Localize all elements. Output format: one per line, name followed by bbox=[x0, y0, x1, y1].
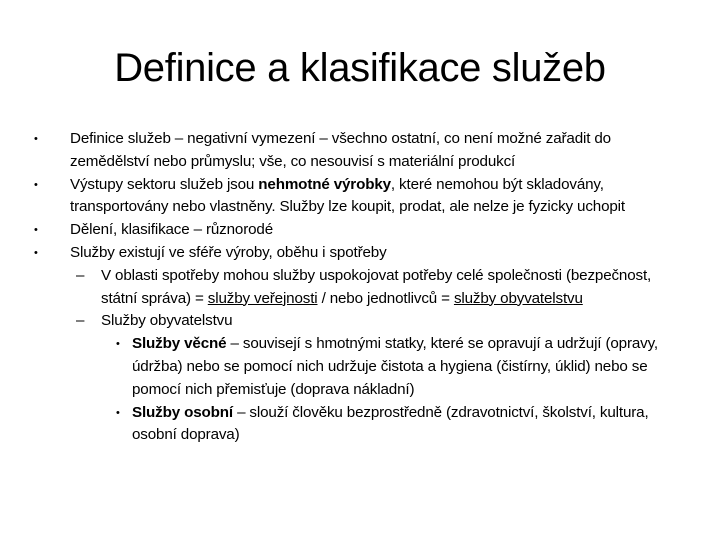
underlined-term: služby veřejnosti bbox=[207, 289, 318, 307]
item-text: Služby obyvatelstvu bbox=[101, 312, 233, 330]
list-item bbox=[34, 242, 674, 265]
sub-sub-list-item bbox=[34, 333, 674, 401]
list-item bbox=[34, 128, 674, 174]
item-text: Výstupy sektoru služeb jsou bbox=[70, 175, 259, 193]
item-text: – slouží člověku bezprostředně (zdravotnictví, školství, kultura, osobní doprava) bbox=[132, 403, 649, 444]
dash-icon: – bbox=[76, 266, 85, 284]
sub-sub-list-item bbox=[34, 402, 674, 448]
bullet-icon: • bbox=[34, 133, 38, 145]
bullet-icon: • bbox=[34, 246, 38, 259]
underlined-term: služby obyvatelstvu bbox=[453, 289, 583, 307]
bullet-icon: • bbox=[116, 338, 120, 351]
item-text: V oblasti spotřeby mohou služby uspokojovat potřeby celé společnosti (bezpečnost, státní správa) = bbox=[101, 266, 652, 307]
item-bold-text: nehmotné výrobky bbox=[258, 175, 391, 193]
bullet-icon: • bbox=[34, 178, 38, 191]
item-text: Služby existují ve sféře výroby, oběhu i spotřeby bbox=[70, 243, 387, 261]
slide-content bbox=[34, 128, 674, 447]
bullet-icon: • bbox=[116, 406, 120, 419]
item-bold-text: Služby osobní bbox=[132, 403, 233, 421]
bullet-icon: • bbox=[34, 224, 38, 237]
sub-list-item bbox=[34, 310, 674, 333]
dash-icon: – bbox=[76, 312, 85, 330]
item-text: Dělení, klasifikace – různorodé bbox=[70, 221, 274, 239]
item-text: / nebo jednotlivců = bbox=[317, 289, 454, 307]
item-text: Definice služeb – negativní vymezení – všechno ostatní, co není možné zařadit do zemědělství nebo průmyslu; vše, co nesouvisí s materiální produkcí bbox=[70, 130, 611, 170]
item-bold-text: Služby věcné bbox=[132, 335, 227, 353]
item-text: , které nemohou být skladovány, transportovány nebo vlastněny. Služby lze koupit, prodat, ale nelze je fyzicky uchopit bbox=[70, 175, 625, 216]
slide-title: Definice a klasifikace služeb bbox=[114, 46, 606, 90]
item-text: – souvisejí s hmotnými statky, které se opravují a udržují (opravy, údržba) nebo se pomocí nich udržuje čistota a hygiena (čistírny, úklid) nebo se pomocí nich přemisťuje (doprava nákladní) bbox=[132, 335, 658, 398]
list-item bbox=[34, 219, 674, 242]
sub-list-item bbox=[34, 265, 674, 311]
list-item bbox=[34, 174, 674, 220]
